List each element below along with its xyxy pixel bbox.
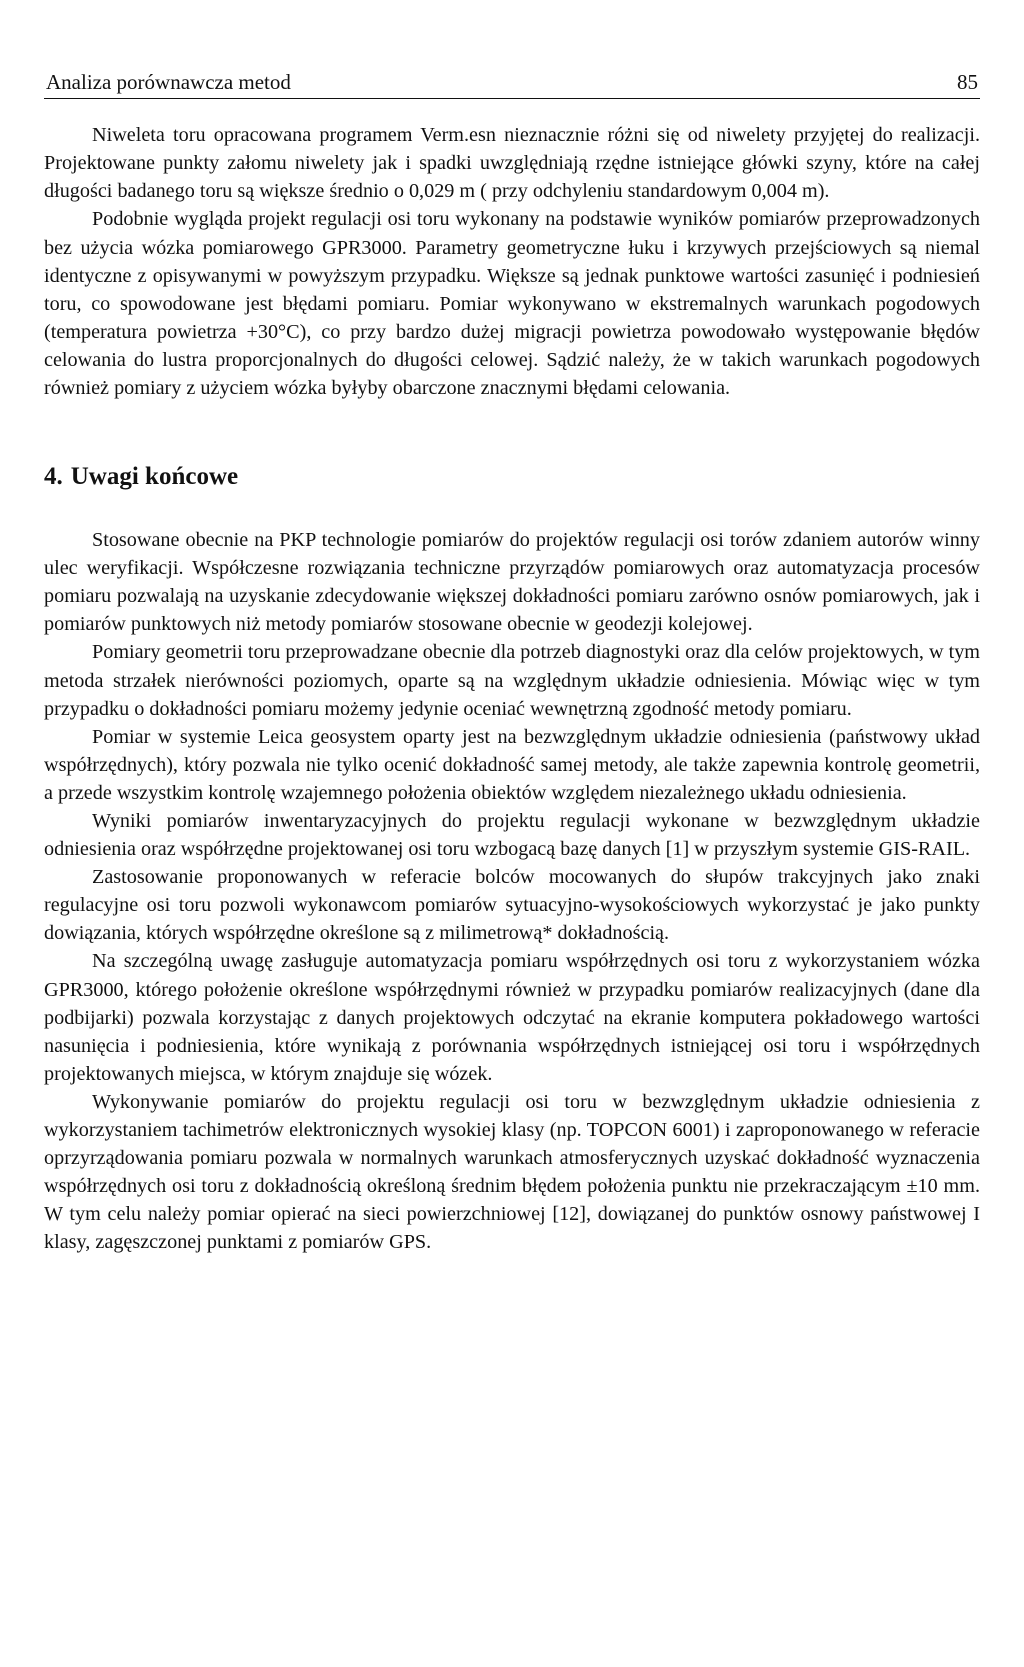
paragraph: Stosowane obecnie na PKP technologie pomiarów do projektów regulacji osi torów zdaniem autorów winny ulec weryfikacji. Współczesne rozwiązania techniczne przyrządów pomiarowych oraz automatyzacja procesów pomiaru pozwalają na uzyskanie zdecydowanie większej dokładności pomiaru zarówno osnów pomiarowych, jak i pomiarów punktowych niż metody pomiarów stosowane obecnie w geodezji kolejowej. <box>44 529 980 636</box>
paragraph: Pomiar w systemie Leica geosystem oparty jest na bezwzględnym układzie odniesienia (państwowy układ współrzędnych), który pozwala nie tylko ocenić dokładność samej metody, ale także zapewnia kontrolę geometrii, a przede wszystkim kontrolę wzajemnego położenia obiektów względem niezależnego układu odniesienia. <box>44 725 980 804</box>
body-text <box>44 121 980 1256</box>
paragraph: Wyniki pomiarów inwentaryzacyjnych do projektu regulacji wykonane w bezwzględnym układzie odniesienia oraz współrzędne projektowanej osi toru wzbogacą bazę danych [1] w przyszłym systemie GIS-RAIL. <box>44 810 980 861</box>
section-heading <box>44 462 980 492</box>
paragraph: Wykonywanie pomiarów do projektu regulacji osi toru w bezwzględnym układzie odniesienia z wykorzystaniem tachimetrów elektronicznych wysokiej klasy (np. TOPCON 6001) i zaproponowanego w referacie oprzyrządowania pomiaru pozwala w normalnych warunkach atmosferycznych uzyskać dokładność wyznaczenia współrzędnych osi toru z dokładnością określoną średnim błędem położenia punktu nie przekraczającym ±10 mm. W tym celu należy pomiar opierać na sieci powierzchniowej [12], dowiązanej do punktów osnowy państwowej I klasy, zagęszczonej punktami z pomiarów GPS. <box>44 1090 980 1254</box>
paragraph: Na szczególną uwagę zasługuje automatyzacja pomiaru współrzędnych osi toru z wykorzystaniem wózka GPR3000, którego położenie określone współrzędnymi również w przypadku pomiarów realizacyjnych (dane dla podbijarki) pozwala korzystając z danych projektowych odczytać na ekranie komputera pokładowego wartości nasunięcia i podniesienia, które wynikają z porównania współrzędnych istniejącej osi toru i współrzędnych projektowanych miejsca, w którym znajduje się wózek. <box>44 950 980 1085</box>
running-header-title: Analiza porównawcza metod <box>46 70 291 94</box>
section-number: 4. <box>44 463 63 491</box>
section-title: Uwagi końcowe <box>70 463 239 491</box>
page <box>44 70 980 1257</box>
paragraph: Niweleta toru opracowana programem Verm.esn nieznacznie różni się od niwelety przyjętej do realizacji. Projektowane punkty załomu niwelety jak i spadki uwzględniają rzędne istniejące główki szyny, które na całej długości badanego toru są większe średnio o 0,029 m ( przy odchyleniu standardowym 0,004 m). <box>44 124 980 203</box>
page-number: 85 <box>957 70 978 94</box>
paragraph: Pomiary geometrii toru przeprowadzane obecnie dla potrzeb diagnostyki oraz dla celów projektowych, w tym metoda strzałek nierówności poziomych, oparte są na względnym układzie odniesienia. Mówiąc więc w tym przypadku o dokładności pomiaru możemy jedynie oceniać wewnętrzną zgodność metody pomiaru. <box>44 641 980 720</box>
paragraph: Zastosowanie proponowanych w referacie bolców mocowanych do słupów trakcyjnych jako znaki regulacyjne osi toru pozwoli wykonawcom pomiarów sytuacyjno-wysokościowych wykorzystać je jako punkty dowiązania, których współrzędne określone są z milimetrową* dokładnością. <box>44 866 980 945</box>
paragraph: Podobnie wygląda projekt regulacji osi toru wykonany na podstawie wyników pomiarów przeprowadzonych bez użycia wózka pomiarowego GPR3000. Parametry geometryczne łuku i krzywych przejściowych są niemal identyczne z opisywanymi w powyższym przypadku. Większe są jednak punktowe wartości zasunięć i podniesień toru, co spowodowane jest błędami pomiaru. Pomiar wykonywano w ekstremalnych warunkach pogodowych (temperatura powietrza +30°C), co przy bardzo dużej migracji powietrza powodowało występowanie błędów celowania do lustra proporcjonalnych do długości celowej. Sądzić należy, że w takich warunkach pogodowych również pomiary z użyciem wózka byłyby obarczone znacznymi błędami celowania. <box>44 208 980 399</box>
running-header <box>44 70 980 99</box>
